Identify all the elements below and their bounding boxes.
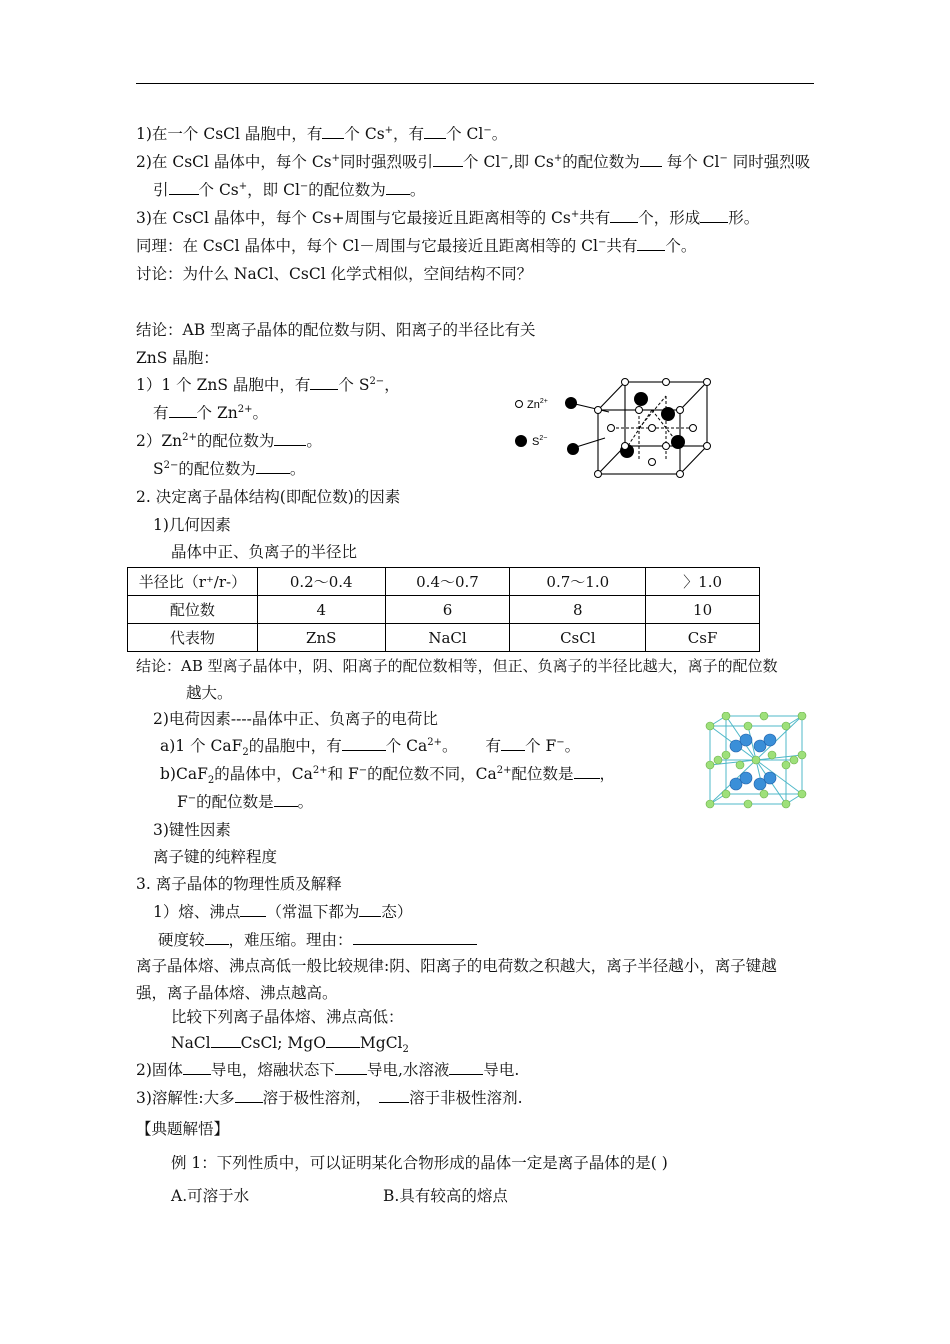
zn-legend-label: $Zn^{2+}$ <box>527 398 548 411</box>
blank[interactable] <box>310 375 338 390</box>
blank[interactable] <box>274 792 298 807</box>
cscl-q2-line1: 2)在 CsCl 晶体中，每个 Cs+同时强烈吸引 个 Cl−,即 Cs+的配位数为 每个 Cl− 同时强烈吸 <box>136 152 811 171</box>
ab-conclusion-line1: 结论：AB 型离子晶体中，阴、阳离子的配位数相等，但正、负离子的半径比越大，离子的配位数 <box>136 657 778 675</box>
table-cell: ZnS <box>257 624 385 652</box>
blank[interactable] <box>256 459 290 474</box>
section3-title: 3. 离子晶体的物理性质及解释 <box>136 875 342 893</box>
table-cell: 8 <box>510 596 646 624</box>
blank[interactable] <box>326 1033 360 1048</box>
geometric-factor: 1)几何因素 <box>153 516 231 534</box>
blank[interactable] <box>379 1088 409 1103</box>
blank[interactable] <box>386 180 410 195</box>
geometric-factor-sub: 晶体中正、负离子的半径比 <box>171 543 358 561</box>
zns-q2b: $S^{2-}$的配位数为 。 <box>153 459 306 478</box>
table-cell: 6 <box>385 596 510 624</box>
melting-point-q: 1）熔、沸点 （常温下都为 态） <box>153 903 413 921</box>
table-row <box>128 596 760 624</box>
zns-q2: $2)Zn^{2+}$的配位数为 。 <box>136 431 322 450</box>
blank[interactable] <box>501 736 525 751</box>
melting-rule-line2: 强，离子晶体熔、沸点越高。 <box>136 984 338 1002</box>
example-header: 【典题解悟】 <box>136 1120 230 1138</box>
caf2-qb: b)CaF$_2$的晶体中，$Ca^{2+}$和 F−的配位数不同，$Ca^{2+}$配位数是 ， <box>160 764 616 787</box>
blank[interactable] <box>640 152 662 167</box>
table-cell: NaCl <box>385 624 510 652</box>
table-cell: CsCl <box>510 624 646 652</box>
conductivity-q: 2)固体 导电，熔融状态下 导电,水溶液 导电. <box>136 1061 520 1079</box>
blank[interactable] <box>274 431 306 446</box>
blank[interactable] <box>433 152 463 167</box>
compare-items: NaCl CsCl; MgO MgCl$_2$ <box>171 1034 409 1056</box>
table-cell: 代表物 <box>128 624 258 652</box>
zns-title: ZnS 晶胞： <box>136 349 219 367</box>
blank[interactable] <box>169 180 199 195</box>
cscl-q1: 1)在一个 CsCl 晶胞中，有 个 Cs+，有 个 Cl−。 <box>136 124 508 143</box>
melting-rule-line1: 离子晶体熔、沸点高低一般比较规律:阴、阳离子的电荷数之积越大，离子半径越小，离子键越 <box>136 957 777 975</box>
table-cell: 0.4～0.7 <box>385 568 510 596</box>
reason-blank[interactable] <box>353 930 477 945</box>
example-1-question: 例 1：下列性质中，可以证明某化合物形成的晶体一定是离子晶体的是( ) <box>171 1154 668 1172</box>
blank[interactable] <box>183 1060 211 1075</box>
zns-q1b: 有 个 $Zn^{2+}$。 <box>153 403 268 422</box>
blank[interactable] <box>449 1060 483 1075</box>
option-a[interactable]: A.可溶于水 <box>171 1187 250 1205</box>
table-cell: 0.2～0.4 <box>257 568 385 596</box>
s-legend-label: $S^{2-}$ <box>532 435 548 448</box>
blank[interactable] <box>335 1060 367 1075</box>
blank[interactable] <box>610 208 638 223</box>
discussion: 讨论：为什么 NaCl、CsCl 化学式相似，空间结构不同？ <box>136 265 533 283</box>
zns-unit-cell-figure <box>505 372 720 484</box>
charge-factor: 2)电荷因素----晶体中正、负离子的电荷比 <box>153 710 438 728</box>
blank[interactable] <box>235 1088 263 1103</box>
table-cell: 半径比（r⁺/r-） <box>128 568 258 596</box>
conclusion: 结论：AB 型离子晶体的配位数与阴、阳离子的半径比有关 <box>136 321 536 339</box>
section2-title: 2. 决定离子晶体结构(即配位数)的因素 <box>136 488 401 506</box>
table-cell: 4 <box>257 596 385 624</box>
blank[interactable] <box>240 902 266 917</box>
table-cell: 配位数 <box>128 596 258 624</box>
table-row <box>128 568 760 596</box>
zn-legend-icon <box>516 401 523 408</box>
table-cell: 10 <box>646 596 760 624</box>
blank[interactable] <box>211 1033 241 1048</box>
blank[interactable] <box>342 736 386 751</box>
blank[interactable] <box>637 236 665 251</box>
caf2-unit-cell-figure <box>702 712 810 812</box>
ab-conclusion-line2: 越大。 <box>186 684 233 702</box>
blank[interactable] <box>205 930 229 945</box>
radius-ratio-table <box>127 567 760 652</box>
cscl-q2-line2: 引 个 Cs+，即 Cl−的配位数为 。 <box>153 180 426 199</box>
hardness-q: 硬度较 ，难压缩。理由： <box>158 930 477 950</box>
table-row <box>128 624 760 652</box>
cscl-same: 同理：在 CsCl 晶体中，每个 Cl－周围与它最接近且距离相等的 Cl−共有 个。 <box>136 236 697 255</box>
compare-prompt: 比较下列离子晶体熔、沸点高低： <box>171 1008 404 1026</box>
bond-factor-sub: 离子键的纯粹程度 <box>153 848 278 866</box>
table-cell: CsF <box>646 624 760 652</box>
option-b[interactable]: B.具有较高的熔点 <box>383 1187 508 1205</box>
blank[interactable] <box>574 764 600 779</box>
header-rule <box>136 83 814 84</box>
cscl-q3: 3)在 CsCl 晶体中，每个 Cs+周围与它最接近且距离相等的 Cs+共有 个，形成 形。 <box>136 208 760 227</box>
s-legend-icon <box>515 435 527 447</box>
blank[interactable] <box>424 124 446 139</box>
bond-factor: 3)键性因素 <box>153 821 231 839</box>
zns-q1: 1）1 个 ZnS 晶胞中，有 个 $S^{2-}$， <box>136 375 400 394</box>
blank[interactable] <box>169 403 197 418</box>
blank[interactable] <box>359 902 381 917</box>
caf2-qc: F−的配位数是 。 <box>177 792 314 811</box>
blank[interactable] <box>322 124 344 139</box>
blank[interactable] <box>700 208 728 223</box>
table-cell: 〉1.0 <box>646 568 760 596</box>
solubility-q: 3)溶解性:大多 溶于极性溶剂， 溶于非极性溶剂. <box>136 1089 523 1107</box>
caf2-qa: a)1 个 CaF$_2$的晶胞中，有 个 $Ca^{2+}$。 有 个 F−。 <box>160 736 581 759</box>
table-cell: 0.7～1.0 <box>510 568 646 596</box>
